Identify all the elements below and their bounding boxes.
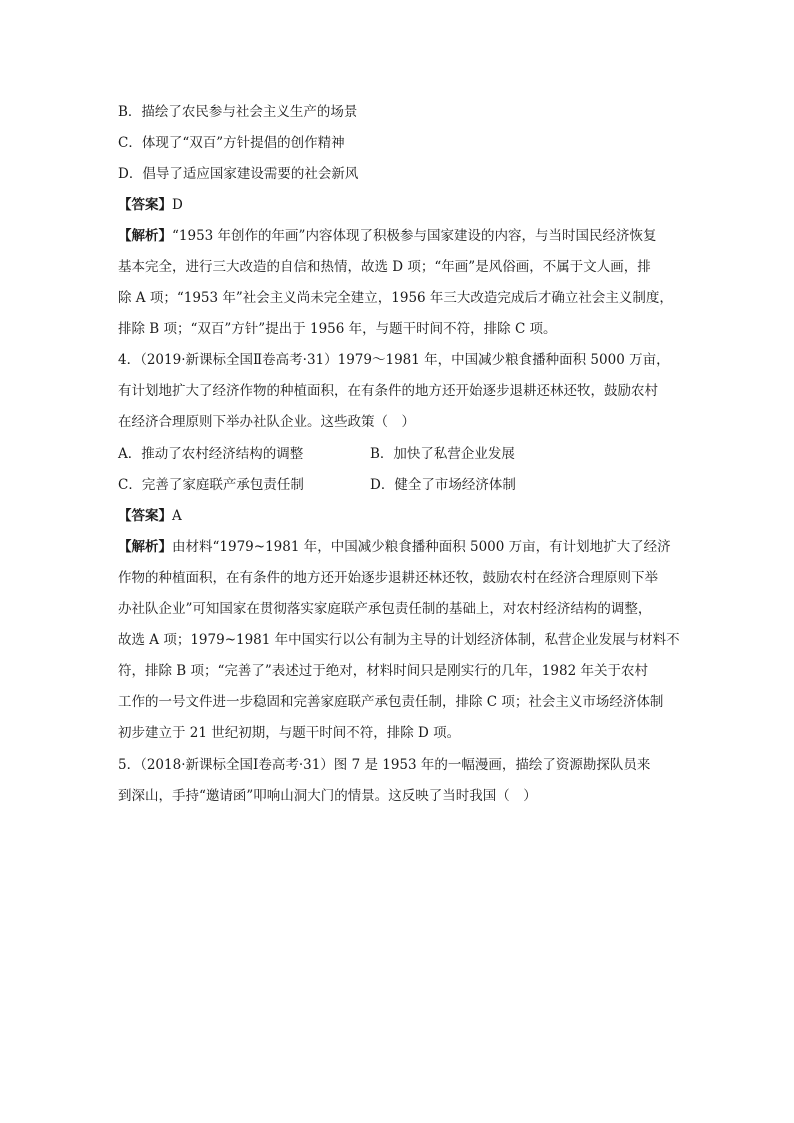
q4-stem-line: 4．（2019·新课标全国Ⅱ卷高考·31）1979～1981 年，中国减少粮食播种面积 5000 万亩， bbox=[118, 352, 670, 368]
q4-analysis-label: 【解析】 bbox=[118, 539, 172, 555]
q4-answer bbox=[118, 501, 688, 532]
q4-analysis-line: 工作的一号文件进一步稳固和完善家庭联产承包责任制，排除 C 项；社会主义市场经济体制 bbox=[118, 694, 664, 710]
q3-option-d: D．倡导了适应国家建设需要的社会新风 bbox=[118, 166, 359, 182]
q3-answer bbox=[118, 190, 688, 221]
q4-option-a: A．推动了农村经济结构的调整 bbox=[118, 446, 304, 462]
q3-option-c: C．体现了“双百”方针提倡的创作精神 bbox=[118, 135, 345, 151]
q3-analysis-line: 除 A 项；“1953 年”社会主义尚未完全建立，1956 年三大改造完成后才确立社会主义制度， bbox=[118, 290, 673, 306]
q4-analysis-line: 办社队企业”可知国家在贯彻落实家庭联产承包责任制的基础上，对农村经济结构的调整， bbox=[118, 601, 652, 617]
q3-option-b: B．描绘了农民参与社会主义生产的场景 bbox=[118, 104, 358, 120]
q3-answer-label: 【答案】 bbox=[118, 197, 172, 213]
q3-analysis-line: 【解析】“1953 年创作的年画”内容体现了积极参与国家建设的内容，与当时国民经济恢复 bbox=[118, 228, 657, 244]
q4-option-d: D．健全了市场经济体制 bbox=[370, 477, 516, 493]
q3-analysis-line: 基本完全，进行三大改造的自信和热情，故选 D 项；“年画”是风俗画，不属于文人画，排 bbox=[118, 259, 651, 275]
q4-analysis-line: 故选 A 项；1979~1981 年中国实行以公有制为主导的计划经济体制，私营企业发展与材料不 bbox=[118, 632, 680, 648]
q3-analysis-line: 排除 B 项；“双百”方针”提出于 1956 年，与题干时间不符，排除 C 项。 bbox=[118, 321, 557, 337]
q5-stem-line: 到深山，手持“邀请函”叩响山洞大门的情景。这反映了当时我国（ ） bbox=[118, 788, 537, 804]
q4-analysis-line: 初步建立于 21 世纪初期，与题干时间不符，排除 D 项。 bbox=[118, 725, 461, 741]
q4-stem-line: 在经济合理原则下举办社队企业。这些政策（ ） bbox=[118, 414, 415, 430]
q5-stem-line: 5．（2018·新课标全国Ⅰ卷高考·31）图 7 是 1953 年的一幅漫画，描绘了资源勘探队员来 bbox=[118, 757, 651, 773]
q4-options-row bbox=[118, 470, 688, 501]
q4-answer-value: A bbox=[172, 508, 182, 524]
q4-option-b: B．加快了私营企业发展 bbox=[370, 446, 515, 462]
q3-answer-value: D bbox=[172, 197, 183, 213]
q4-analysis-line: 作物的种植面积，在有条件的地方还开始逐步退耕还林还牧，鼓励农村在经济合理原则下举 bbox=[118, 570, 658, 586]
q4-stem-line: 有计划地扩大了经济作物的种植面积，在有条件的地方还开始逐步退耕还林还牧，鼓励农村 bbox=[118, 383, 658, 399]
q4-answer-label: 【答案】 bbox=[118, 508, 172, 524]
q4-option-c: C．完善了家庭联产承包责任制 bbox=[118, 477, 304, 493]
q3-analysis-label: 【解析】 bbox=[118, 228, 172, 244]
q4-analysis-line: 【解析】由材料“1979~1981 年，中国减少粮食播种面积 5000 万亩，有计划地扩大了经济 bbox=[118, 539, 671, 555]
q4-options-row bbox=[118, 439, 688, 470]
q4-analysis-line: 符，排除 B 项；“完善了”表述过于绝对，材料时间只是刚实行的几年，1982 年关于农村 bbox=[118, 663, 648, 679]
